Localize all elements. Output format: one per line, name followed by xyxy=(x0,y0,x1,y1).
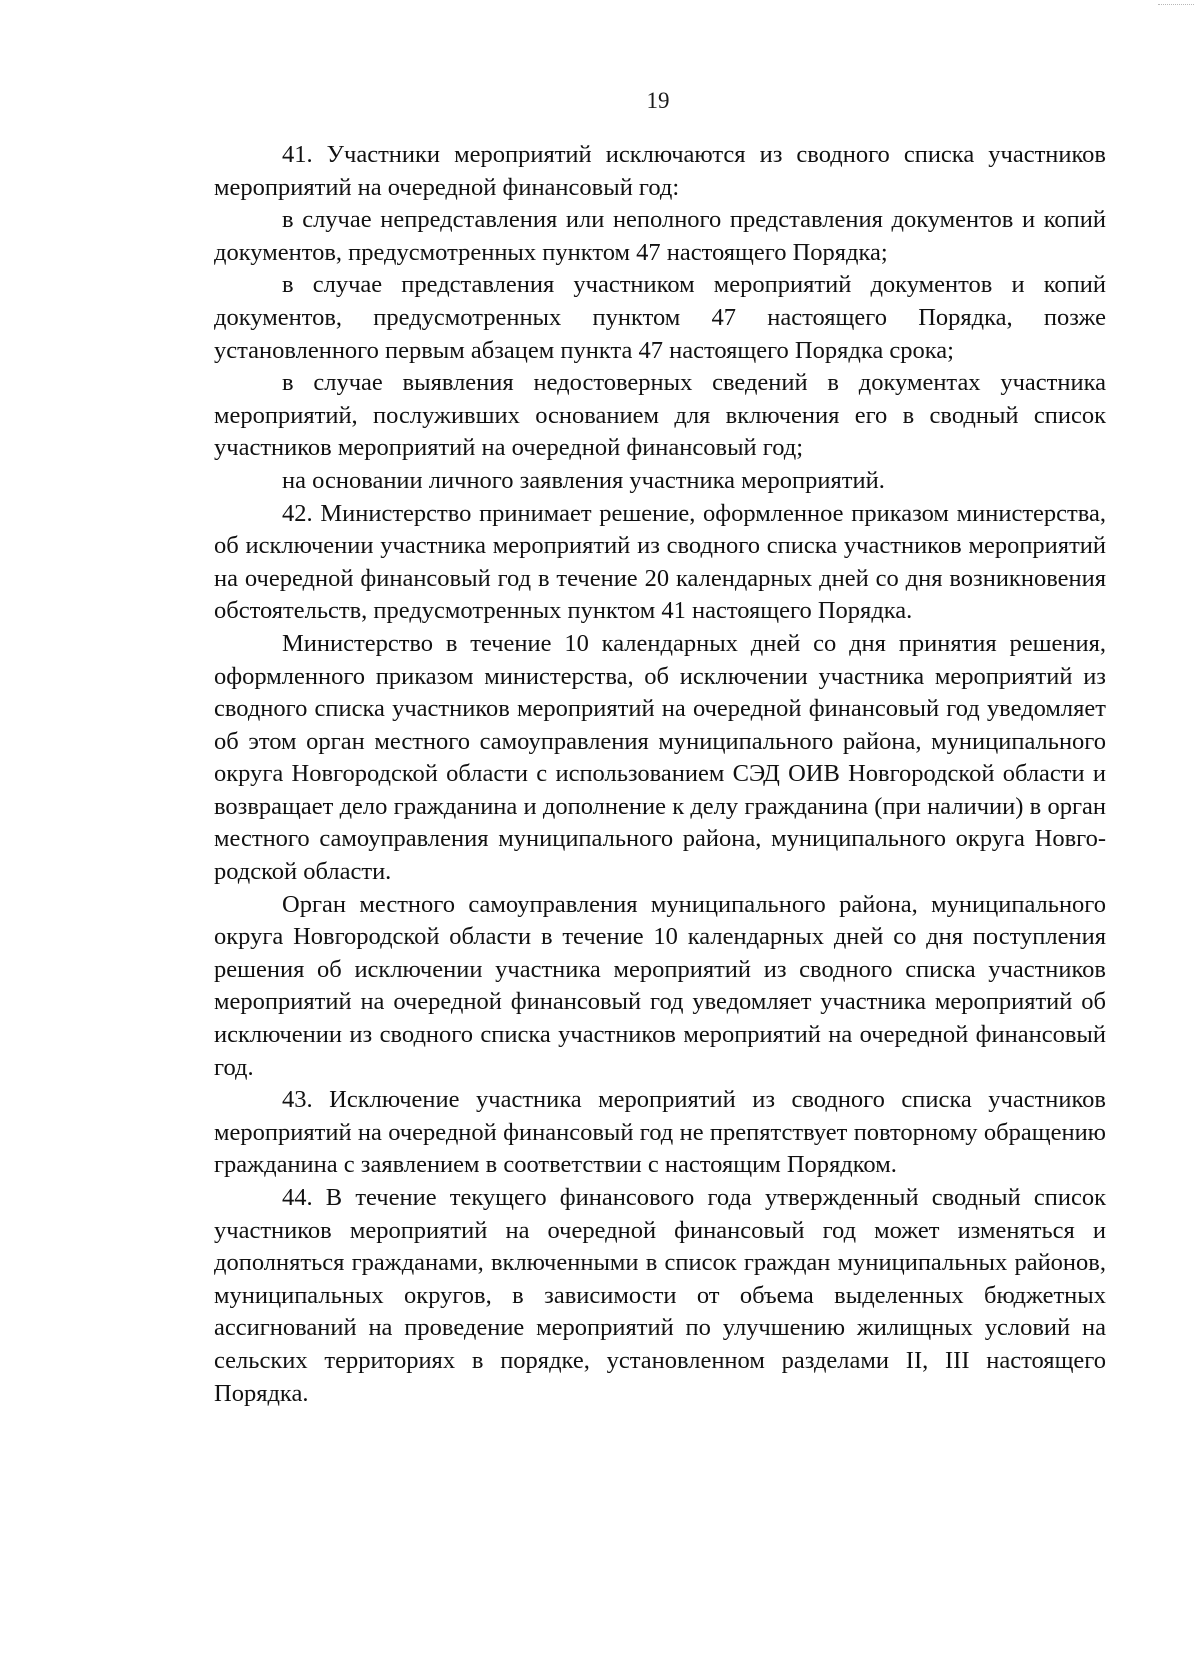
paragraph-42-local-authority: Орган местного самоуправления муниципального района, муниципального округа Новгородской области в течение 10 календарных дней со дня поступления решения об исключении участника мероприятий из сводного списка участников мероприятий на очередной финансовый год уведомляет участника мероприятий об исключении из сводного списка участников мероприятий на очередной финансовый год. xyxy=(214,890,1106,1081)
paragraph-44: 44. В течение текущего финансового года утвержденный сводный список участников мероприятий на очередной финансовый год может изменяться и дополняться гражданами, включенными в список граждан муниципальных районов, муниципальных округов, в зависимости от объема выделенных бюджетных ассигнований на проведение мероприятий по улучшению жилищных условий на сельских территориях в порядке, установленном разделами II, III настоящего Порядка. xyxy=(214,1184,1106,1407)
scan-edge-mark xyxy=(1158,0,1194,5)
paragraph-41-item-2: в случае представления участником мероприятий документов и копий документов, предусмотренных пунктом 47 настоящего Порядка, позже установленного первым абзацем пункта 47 настоящего Порядка срока; xyxy=(214,271,1106,364)
paragraph-41-item-3: в случае выявления недостоверных сведений в документах участника мероприятий, послуживших основанием для включения его в сводный список участников мероприятий на очередной финансовый год; xyxy=(214,369,1106,462)
document-body xyxy=(214,139,1106,1410)
paragraph-41-item-4: на основании личного заявления участника мероприятий. xyxy=(282,466,885,494)
paragraph-42-notice: Министерство в течение 10 календарных дней со дня принятия решения, оформленного приказом министерства, об исключении участника мероприятий из сводного списка участников мероприятий на очередной финансовый год уведомляет об этом орган местного самоуправления муниципального района, муниципального округа Новгородской области с использованием СЭД ОИВ Новгородской области и возвращает дело гражданина и дополнение к делу гражданина (при наличии) в орган местного самоуправления муниципального района, муниципального округа Новгородской области. xyxy=(214,629,1106,886)
page-number: 19 xyxy=(646,88,670,113)
paragraph-41-item-1: в случае непредставления или неполного представления документов и копий документов, предусмотренных пунктом 47 настоящего Порядка; xyxy=(214,206,1106,266)
paragraph-43: 43. Исключение участника мероприятий из сводного списка участников мероприятий на очередной финансовый год не препятствует повторному обращению гражданина с заявлением в соответствии с настоящим Порядком. xyxy=(214,1086,1106,1179)
paragraph-41: 41. Участники мероприятий исключаются из сводного списка участников мероприятий на очередной финансовый год: xyxy=(214,141,1106,201)
paragraph-42: 42. Министерство принимает решение, оформленное приказом министерства, об исключении участника мероприятий из сводного списка участников мероприятий на очередной финансовый год в течение 20 календарных дней со дня возникновения обстоятельств, предусмотренных пунктом 41 настоящего Порядка. xyxy=(214,499,1106,625)
